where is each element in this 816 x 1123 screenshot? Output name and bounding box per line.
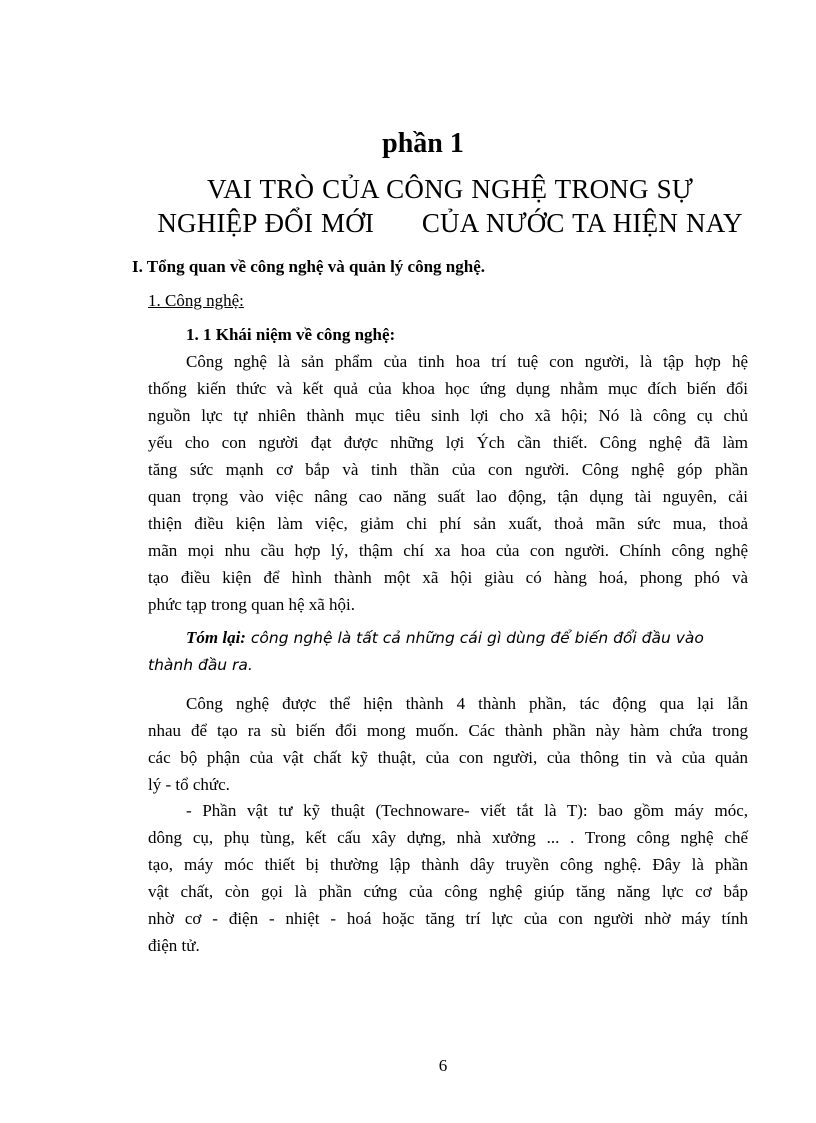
text-line: thống kiến thức và kết quả của khoa học ứng dụng nhằm mục đích biến đổi: [148, 379, 748, 398]
paragraph-concept: [148, 348, 748, 618]
text-line: dông cụ, phụ tùng, kết cấu xây dựng, nhà xưởng ... . Trong công nghệ chế: [148, 828, 748, 847]
subsection-heading: 1. Công nghệ:: [148, 291, 244, 310]
chapter-title-line: NGHIỆP ĐỔI MỚI CỦA NƯỚC TA HIỆN NAY: [157, 208, 743, 238]
subsubsection-heading: 1. 1 Khái niệm về công nghệ:: [186, 325, 396, 344]
text-line: thành đầu ra.: [148, 656, 253, 674]
text-line: quan trọng vào việc nâng cao năng suất lao động, tận dụng tài nguyên, cải: [148, 487, 748, 506]
paragraph-summary: [148, 624, 748, 679]
paragraph-components: [148, 690, 748, 798]
summary-text: công nghệ là tất cả những cái gì dùng để biến đổi đầu vào: [245, 629, 704, 647]
text-line: các bộ phận của vật chất kỹ thuật, của con người, của thông tin và của quản: [148, 748, 748, 767]
text-line: điện tử.: [148, 936, 200, 955]
chapter-title-line: VAI TRÒ CỦA CÔNG NGHỆ TRONG SỰ: [206, 174, 693, 204]
text-line: Công nghệ là sản phẩm của tinh hoa trí tuệ con người, là tập hợp hệ: [186, 352, 748, 371]
text-line: tăng sức mạnh cơ bắp và tinh thần của con người. Công nghệ góp phần: [148, 460, 748, 479]
section-heading: I. Tổng quan về công nghệ và quản lý công nghệ.: [132, 257, 486, 276]
part-title: phần 1: [382, 128, 464, 159]
text-line: lý - tổ chức.: [148, 775, 230, 794]
text-line: nguồn lực tự nhiên thành mục tiêu sinh lợi cho xã hội; Nó là công cụ chủ: [148, 406, 748, 425]
text-line: [148, 624, 748, 652]
text-line: nhau để tạo ra sù biến đổi mong muốn. Các thành phần này hàm chứa trong: [148, 721, 748, 740]
summary-lead: Tóm lại:: [186, 628, 246, 647]
text-line: Công nghệ được thể hiện thành 4 thành phần, tác động qua lại lẫn: [186, 694, 748, 713]
text-line: yếu cho con người đạt được những lợi Ých cần thiết. Công nghệ đã làm: [148, 433, 748, 452]
text-line: mãn mọi nhu cầu hợp lý, thậm chí xa hoa của con người. Chính công nghệ: [148, 541, 748, 560]
text-line: nhờ cơ - điện - nhiệt - hoá hoặc tăng trí lực của con người nhờ máy tính: [148, 909, 748, 928]
text-line: tạo, máy móc thiết bị thường lập thành dây truyền công nghệ. Đây là phần: [148, 855, 748, 874]
chapter-title: [140, 172, 760, 240]
text-line: vật chất, còn gọi là phần cứng của công nghệ giúp tăng năng lực cơ bắp: [148, 882, 748, 901]
text-line: tạo điều kiện để hình thành một xã hội giàu có hàng hoá, phong phó và: [148, 568, 748, 587]
list-item-line: - Phần vật tư kỹ thuật (Technoware- viết tắt là T): bao gồm máy móc,: [186, 801, 748, 820]
text-line: phức tạp trong quan hệ xã hội.: [148, 595, 356, 614]
page-number: 6: [438, 1056, 448, 1075]
paragraph-technoware: [148, 797, 748, 959]
text-line: thiện điều kiện làm việc, giảm chi phí sản xuất, thoả mãn sức mua, thoả: [148, 514, 748, 533]
